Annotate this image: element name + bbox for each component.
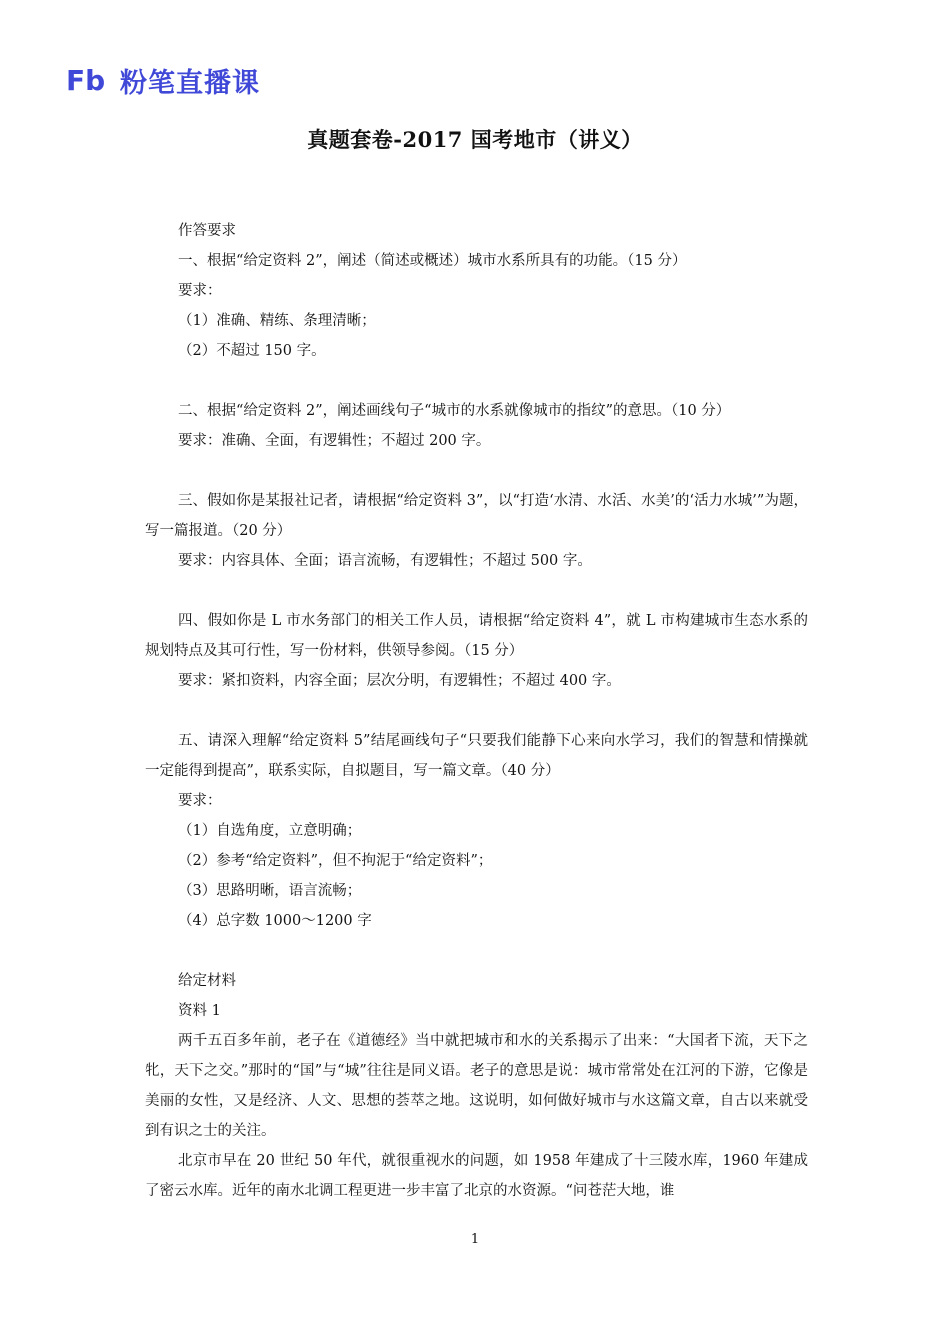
material-1-paragraph-1: 两千五百多年前，老子在《道德经》当中就把城市和水的关系揭示了出来：“大国者下流，天下之牝，天下之交。”那时的“国”与“城”往往是同义语。老子的意思是说：城市常常处在江河的下游，它像是美丽的女性，又是经济、人文、思想的荟萃之地。这说明，如何做好城市与水这篇文章，自古以来就受到有识之士的关注。 [145, 1033, 808, 1139]
question-1-req-2: （2）不超过 150 字。 [178, 343, 326, 359]
question-1-req-label: 要求： [178, 283, 222, 299]
question-3-prompt: 三、假如你是某报社记者，请根据“给定资料 3”，以“打造‘水清、水活、水美’的‘活力水城’”为题，写一篇报道。（20 分） [145, 493, 808, 539]
question-4-prompt: 四、假如你是 L 市水务部门的相关工作人员，请根据“给定资料 4”，就 L 市构建城市生态水系的规划特点及其可行性，写一份材料，供领导参阅。（15 分） [145, 613, 808, 659]
question-5-req-3: （3）思路明晰，语言流畅； [178, 883, 362, 899]
question-5-req-2: （2）参考“给定资料”，但不拘泥于“给定资料”； [178, 853, 493, 869]
question-5-req-label: 要求： [178, 793, 222, 809]
question-1-prompt: 一、根据“给定资料 2”，阐述（简述或概述）城市水系所具有的功能。（15 分） [178, 253, 687, 269]
material-1-heading: 资料 1 [178, 1003, 221, 1019]
brand-name: 粉笔直播课 [120, 67, 260, 99]
page-number: 1 [470, 1232, 480, 1247]
material-1-paragraph-2: 北京市早在 20 世纪 50 年代，就很重视水的问题，如 1958 年建成了十三陵水库，1960 年建成了密云水库。近年的南水北调工程更进一步丰富了北京的水资源。“问苍茫大地，谁 [145, 1153, 808, 1199]
fb-logo-icon [66, 65, 112, 95]
section-heading: 作答要求 [178, 223, 236, 239]
question-1-req-1: （1）准确、精练、条理清晰； [178, 313, 376, 329]
question-5-req-1: （1）自选角度，立意明确； [178, 823, 362, 839]
question-4-requirements: 要求：紧扣资料，内容全面；层次分明，有逻辑性；不超过 400 字。 [178, 673, 621, 689]
document-body [145, 216, 808, 1206]
page-title: 真题套卷-2017 国考地市（讲义） [307, 127, 643, 152]
question-5-prompt: 五、请深入理解“给定资料 5”结尾画线句子“只要我们能静下心来向水学习，我们的智慧和情操就一定能得到提高”，联系实际，自拟题目，写一篇文章。（40 分） [145, 733, 808, 779]
logo-mark-text: Fb [66, 65, 106, 95]
question-5-req-4: （4）总字数 1000～1200 字 [178, 913, 372, 929]
question-3-requirements: 要求：内容具体、全面；语言流畅，有逻辑性；不超过 500 字。 [178, 553, 592, 569]
materials-heading: 给定材料 [178, 973, 236, 989]
question-2-requirements: 要求：准确、全面，有逻辑性；不超过 200 字。 [178, 433, 491, 449]
question-2-prompt: 二、根据“给定资料 2”，阐述画线句子“城市的水系就像城市的指纹”的意思。（10 分） [178, 403, 731, 419]
brand-logo [66, 62, 260, 98]
